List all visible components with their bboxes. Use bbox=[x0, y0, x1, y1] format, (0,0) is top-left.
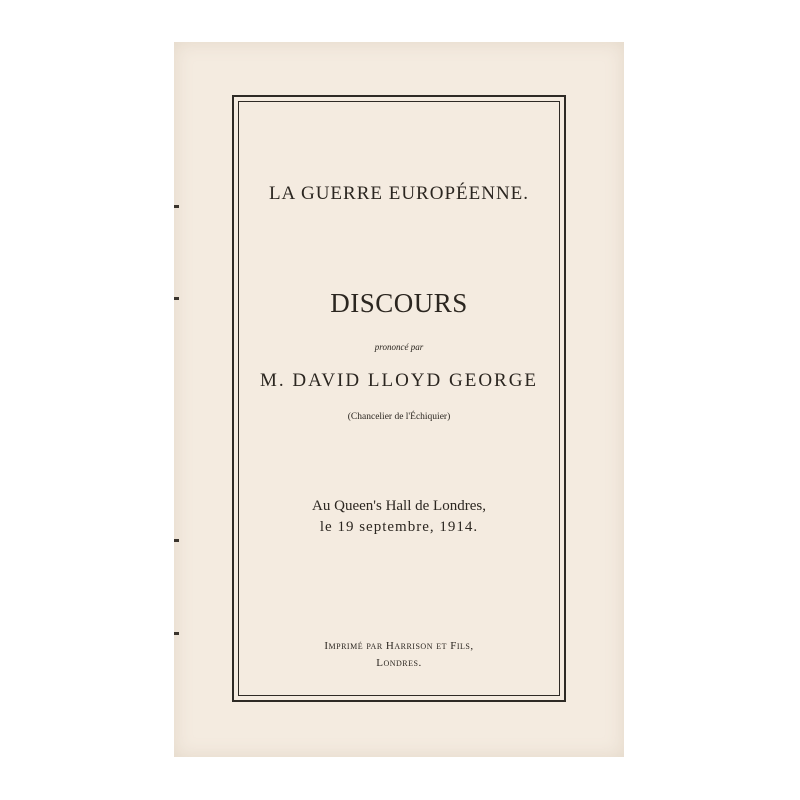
document-title: DISCOURS bbox=[330, 288, 468, 318]
date-line: le 19 septembre, 1914. bbox=[319, 519, 479, 535]
printer-city: Londres. bbox=[376, 657, 422, 669]
venue-line: Au Queen's Hall de Londres, bbox=[312, 498, 486, 514]
printer-line: Imprimé par Harrison et Fils, bbox=[324, 640, 474, 652]
speaker-role: (Chancelier de l'Échiquier) bbox=[347, 412, 451, 422]
document-heading: LA GUERRE EUROPÉENNE. bbox=[268, 183, 530, 204]
pronounced-by-label: prononcé par bbox=[374, 342, 424, 352]
speaker-name: M. DAVID LLOYD GEORGE bbox=[259, 370, 539, 391]
staple-marks bbox=[174, 42, 180, 757]
